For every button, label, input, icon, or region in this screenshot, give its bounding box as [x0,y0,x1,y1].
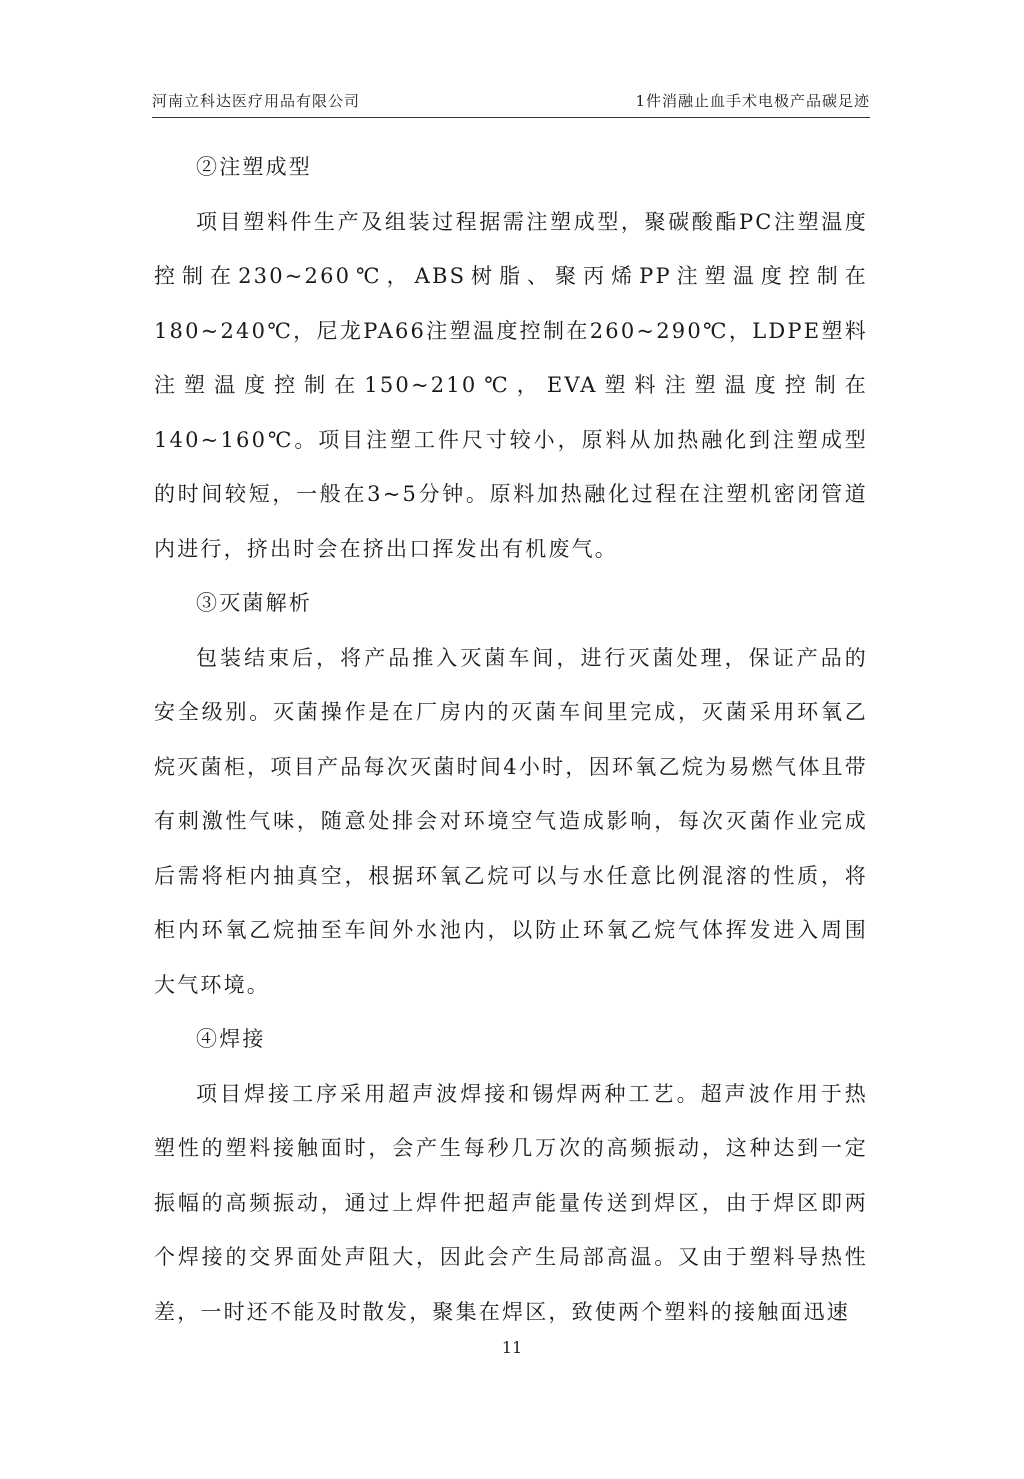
section-heading-injection-molding: ②注塑成型 [196,155,312,179]
section-paragraph-welding: 项目焊接工序采用超声波焊接和锡焊两种工艺。超声波作用于热塑性的塑料接触面时，会产生每秒几万次的高频振动，这种达到一定振幅的高频振动，通过上焊件把超声能量传送到焊区，由于焊区即两个焊接的交界面处声阻大，因此会产生局部高温。又由于塑料导热性差，一时还不能及时散发，聚集在焊区，致使两个塑料的接触面迅速 [154,1081,868,1324]
section-heading-sterilization: ③灭菌解析 [196,591,312,615]
section-heading-welding: ④焊接 [196,1027,266,1051]
body-content [154,140,868,1339]
section-paragraph-injection-molding: 项目塑料件生产及组装过程据需注塑成型，聚碳酸酯PC注塑温度控制在230~260℃，ABS树脂、聚丙烯PP注塑温度控制在180~240℃，尼龙PA66注塑温度控制在260~290℃，LDPE塑料注塑温度控制在150~210℃，EVA塑料注塑温度控制在140~160℃。项目注塑工件尺寸较小，原料从加热融化到注塑成型的时间较短，一般在3~5分钟。原料加热融化过程在注塑机密闭管道内进行，挤出时会在挤出口挥发出有机废气。 [154,209,868,561]
page-number: 11 [501,1338,523,1357]
header-company-name: 河南立科达医疗用品有限公司 [152,92,361,110]
section-paragraph-sterilization: 包装结束后，将产品推入灭菌车间，进行灭菌处理，保证产品的安全级别。灭菌操作是在厂房内的灭菌车间里完成，灭菌采用环氧乙烷灭菌柜，项目产品每次灭菌时间4小时，因环氧乙烷为易燃气体且带有刺激性气味，随意处排会对环境空气造成影响，每次灭菌作业完成后需将柜内抽真空，根据环氧乙烷可以与水任意比例混溶的性质，将柜内环氧乙烷抽至车间外水池内，以防止环氧乙烷气体挥发进入周围大气环境。 [154,645,868,997]
header-document-title: 1件消融止血手术电极产品碳足迹 [635,92,870,110]
page-header [152,86,870,112]
header-divider [152,117,870,118]
